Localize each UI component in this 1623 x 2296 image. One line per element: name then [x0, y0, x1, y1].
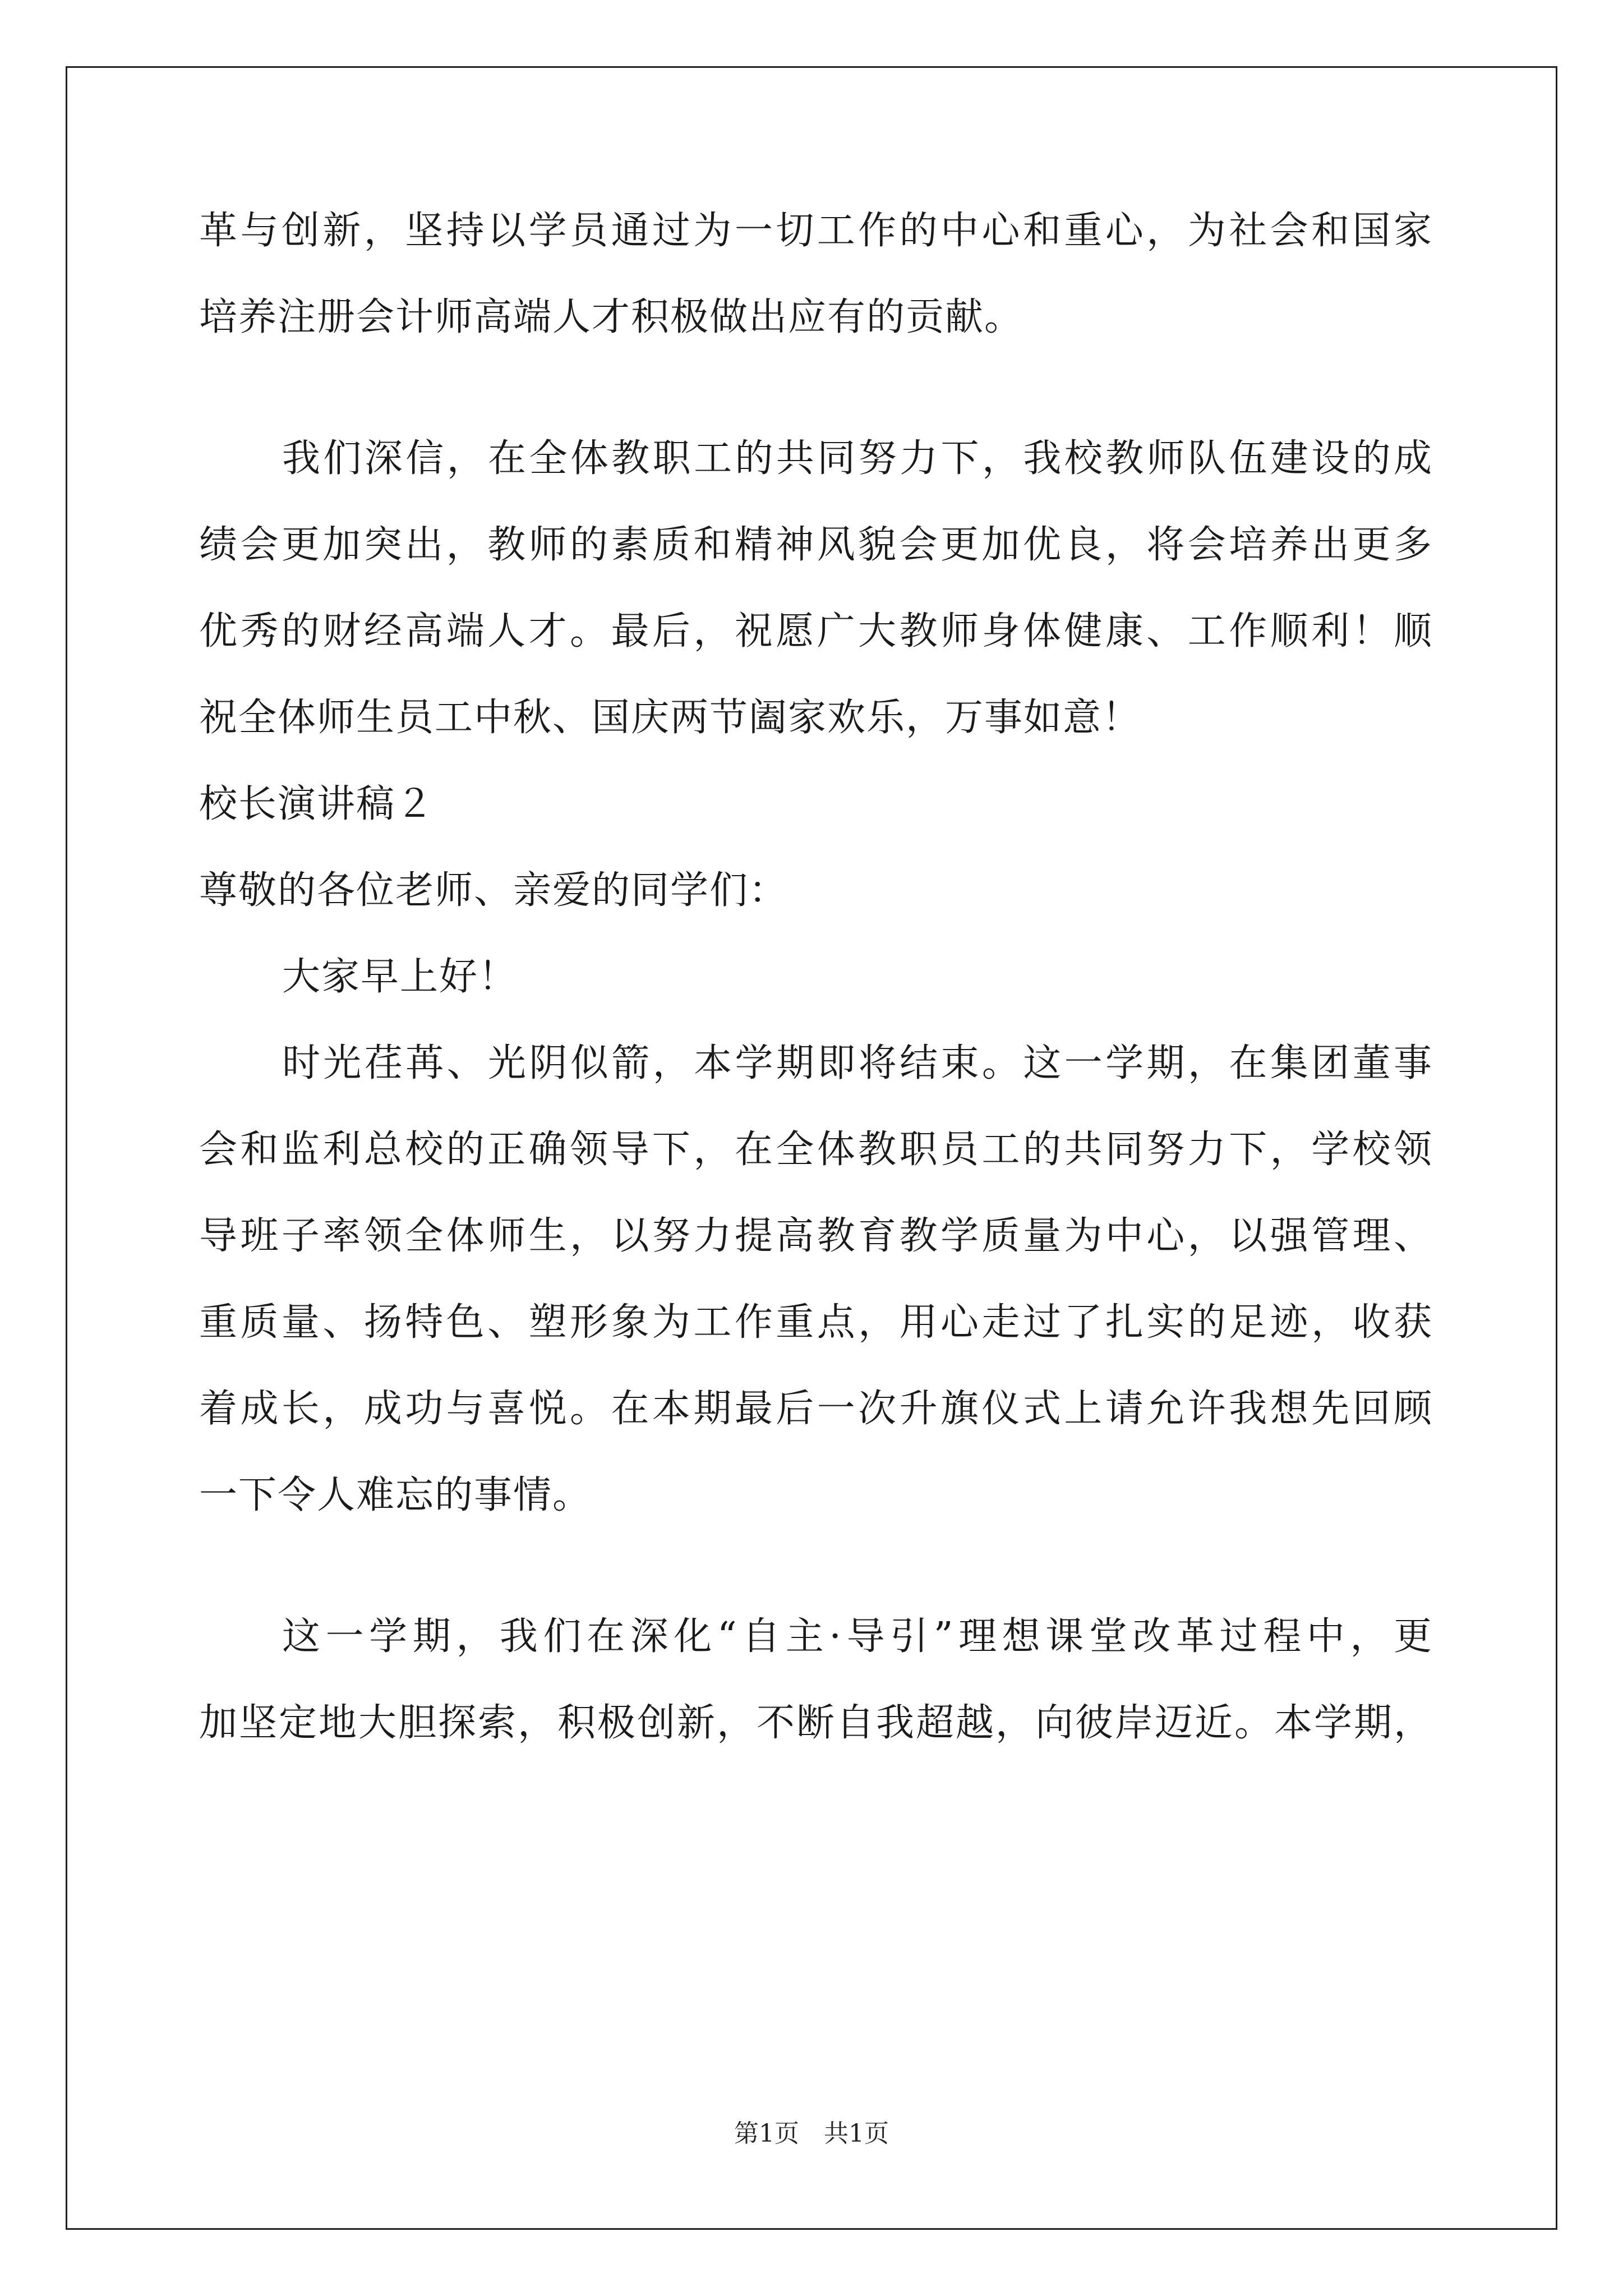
- text-line-11: [199, 1128, 1433, 1172]
- text-line-10: [199, 1041, 1433, 1085]
- text-line-3: [199, 436, 1433, 481]
- salutation-text: 尊敬的各位老师、亲爱的同学们：: [199, 868, 789, 913]
- page-number: 第1页 共1页: [734, 2119, 889, 2148]
- text-line-6: [199, 696, 1142, 740]
- text-line-17: [199, 1701, 1433, 1745]
- line-text: 着成长，成功与喜悦。在本期最后一次升旗仪式上请允许我想先回顾: [199, 1387, 1433, 1431]
- salutation: [199, 868, 789, 913]
- line-text: 我们深信，在全体教职工的共同努力下，我校教师队伍建设的成: [282, 436, 1433, 481]
- heading-text: 校长演讲稿２: [199, 782, 435, 826]
- text-line-1: [199, 209, 1433, 253]
- page-footer: [0, 2119, 1623, 2148]
- line-text: 重质量、扬特色、塑形象为工作重点，用心走过了扎实的足迹，收获: [199, 1300, 1433, 1345]
- text-line-13: [199, 1300, 1433, 1345]
- text-line-16: [199, 1614, 1433, 1659]
- line-text: 加坚定地大胆探索，积极创新，不断自我超越，向彼岸迈近。本学期，: [199, 1701, 1433, 1745]
- line-text: 培养注册会计师高端人才积极做出应有的贡献。: [199, 295, 1024, 339]
- line-text: 会和监利总校的正确领导下，在全体教职员工的共同努力下，学校领: [199, 1128, 1433, 1172]
- line-text: 优秀的财经高端人才。最后，祝愿广大教师身体健康、工作顺利！顺: [199, 609, 1433, 654]
- text-line-2: [199, 295, 1024, 339]
- text-line-4: [199, 523, 1433, 567]
- line-text: 祝全体师生员工中秋、国庆两节阖家欢乐，万事如意！: [199, 696, 1142, 740]
- line-text: 绩会更加突出，教师的素质和精神风貌会更加优良，将会培养出更多: [199, 523, 1433, 567]
- section-heading: [199, 782, 435, 826]
- line-text: 一下令人难忘的事情。: [199, 1473, 592, 1517]
- greeting: [199, 955, 518, 999]
- text-line-14: [199, 1387, 1433, 1431]
- text-line-5: [199, 609, 1433, 654]
- text-line-12: [199, 1214, 1433, 1258]
- line-text: 革与创新，坚持以学员通过为一切工作的中心和重心，为社会和国家: [199, 209, 1433, 253]
- greeting-text: 大家早上好！: [282, 955, 518, 999]
- text-line-15: [199, 1473, 592, 1517]
- line-text: 时光荏苒、光阴似箭，本学期即将结束。这一学期，在集团董事: [282, 1041, 1433, 1085]
- line-text: 导班子率领全体师生，以努力提高教育教学质量为中心，以强管理、: [199, 1214, 1433, 1258]
- line-text: 这一学期，我们在深化“自主·导引”理想课堂改革过程中，更: [282, 1614, 1433, 1659]
